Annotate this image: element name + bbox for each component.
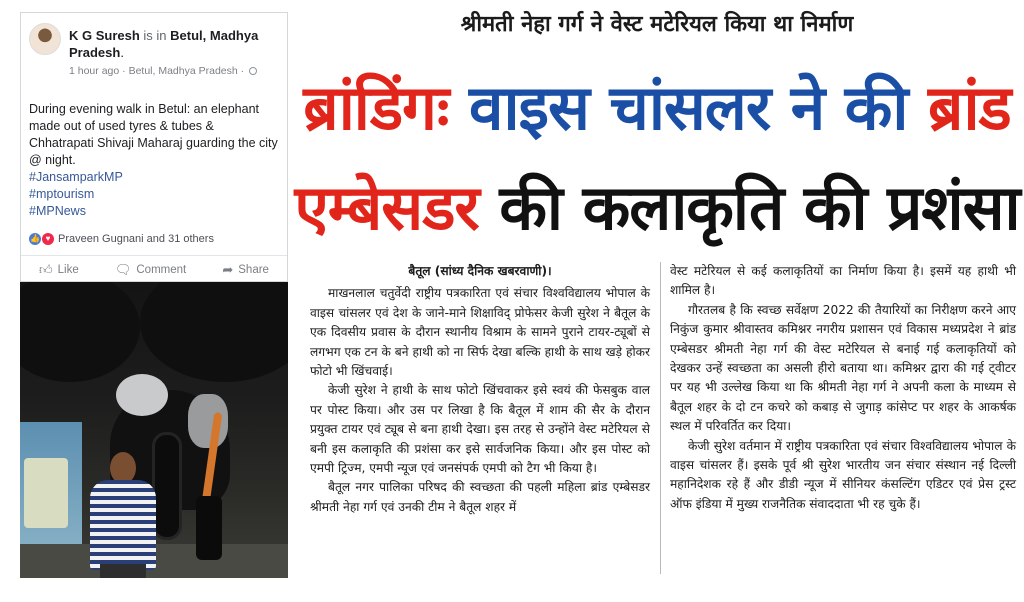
- love-reaction-icon: ♥: [42, 233, 54, 245]
- article-column-1: [310, 262, 650, 517]
- is-in-text: is in: [143, 28, 167, 43]
- location-title[interactable]: Betul, Madhya Pradesh: [69, 28, 259, 60]
- column-divider: [660, 262, 661, 574]
- post-time[interactable]: 1 hour ago: [69, 65, 120, 77]
- like-reaction-icon: 👍: [30, 234, 40, 243]
- post-text: During evening walk in Betul: an elephant made out of used tyres & tubes & Chhatrapati Shivaji Maharaj guarding the city @ night.: [29, 102, 278, 167]
- facebook-post-card: [20, 12, 288, 282]
- headline-line-2: [290, 168, 1024, 248]
- article-kicker: श्रीमती नेहा गर्ग ने वेस्ट मटेरियल किया था निर्माण: [460, 12, 854, 37]
- article-paragraph: केजी सुरेश ने हाथी के साथ फोटो खिंचवाकर इसे स्वयं की फेसबुक वाल पर पोस्ट किया। और उस पर लिखा है कि बैतूल में शाम की सैर के दौरान प्रयुक्त टायर एवं ट्यूब से बना हाथी देखा। इस तरह से उन्होंने वेस्ट मटेरियल से बनी इस कलाकृति की प्रशंसा कर इसे सार्वजनिक किया। और इस पोस्ट को एमपी ट्रिज्म, एमपी न्यूज एवं जनसंपर्क एमपी को टैग भी किया है।: [310, 383, 650, 476]
- article-paragraph: बैतूल नगर पालिका परिषद की स्वच्छता की पहली महिला ब्रांड एम्बेसडर श्रीमती नेहा गर्ग एवं उनकी टीम ने बैतूल शहर में: [310, 480, 650, 514]
- avatar[interactable]: [29, 23, 61, 55]
- comment-button[interactable]: [115, 262, 186, 278]
- wall-painting: [24, 458, 68, 528]
- meta-separator: ·: [122, 65, 126, 77]
- tyre-elephant-trunk: [152, 432, 182, 540]
- thumb-icon: 👍︎: [39, 261, 53, 277]
- hashtag-mptourism[interactable]: #mptourism: [29, 187, 95, 201]
- article-paragraph: केजी सुरेश वर्तमान में राष्ट्रीय पत्रकारिता एवं संचार विश्वविद्यालय भोपाल के वाइस चांसलर हैं। इसके पूर्व श्री सुरेश भारतीय जन संचार संस्थान नई दिल्ली महानिदेशक रहे हैं और डीडी न्यूज में सीनियर कंसल्टिंग एडिटर एवं प्रेस ट्रस्ट ऑफ इंडिया में मुख्य राजनैतिक संवाददाता भी रह चुके हैं।: [670, 438, 1016, 511]
- dateline: बैतूल (सांध्य दैनिक खबरवाणी)।: [408, 264, 552, 278]
- reactions-summary[interactable]: [29, 233, 214, 245]
- headline-branding: ब्रांडिंगः: [303, 71, 469, 144]
- post-meta: [69, 65, 257, 77]
- headline-brand: ब्रांड: [928, 71, 1011, 144]
- headline-line-1: [290, 70, 1024, 146]
- like-button[interactable]: [39, 262, 79, 278]
- headline-vice-chancellor: वाइस चांसलर ने की: [469, 71, 929, 144]
- elephant-leg: [196, 496, 222, 560]
- post-actions-bar: [21, 255, 287, 283]
- post-header: [29, 21, 281, 75]
- share-icon: ➦: [222, 261, 234, 277]
- article-paragraph: वेस्ट मटेरियल से कई कलाकृतियों का निर्माण किया है। इसमें यह हाथी भी शामिल है।: [670, 264, 1016, 298]
- post-author-line: [69, 27, 281, 61]
- post-body: [29, 101, 281, 220]
- share-label: Share: [238, 263, 269, 276]
- post-location-meta: Betul, Madhya Pradesh: [128, 65, 238, 77]
- reactions-text: Praveen Gugnani and 31 others: [58, 233, 214, 245]
- location-suffix: .: [120, 45, 124, 60]
- article-paragraph: गौरतलब है कि स्वच्छ सर्वेक्षण 2022 की तैयारियों का निरीक्षण करने आए निकुंज कुमार श्रीवास्तव कमिश्नर नगरीय प्रशासन एवं विकास मध्यप्रदेश ने ब्रांड एम्बेसडर श्रीमती नेहा गर्ग की वेस्ट मटेरियल से बनाई गई कलाकृतियों को देखकर उन्हें स्वच्छता का असली हीरो बताया था। कमिश्नर द्वारा की गई ट्वीटर पर यह भी उल्लेख किया था कि श्रीमती नेहा गर्ग ने अपनी कला के माध्यम से बैतूल शहर के दो टन कचरे को कबाड़ से जुगाड़ कांसेप्ट पर शहर के आकर्षक स्थल में परिवर्तित कर दिया।: [670, 302, 1016, 434]
- tyre-elephant-head: [116, 374, 168, 416]
- article-paragraph: माखनलाल चतुर्वेदी राष्ट्रीय पत्रकारिता एवं संचार विश्वविद्यालय भोपाल के वाइस चांसलर एवं देश के जाने-माने शिक्षाविद् प्रोफेसर केजी सुरेश ने बैतूल के एक दिवसीय प्रवास के दौरान स्थानीय विश्राम के सामने पुराने टायर-ट्यूबों से लगभग एक टन के बने हाथी को ना सिर्फ देखा बल्कि हाथी के साथ खड़े होकर फोटो भी खिंचवाई।: [310, 286, 650, 379]
- headline-praise: की कलाकृति की प्रशंसा: [499, 171, 1020, 244]
- like-label: Like: [57, 263, 79, 276]
- man-striped-shirt: [90, 480, 156, 570]
- tree-silhouette-2: [140, 282, 288, 382]
- meta-separator-2: ·: [240, 65, 245, 77]
- globe-icon: [249, 67, 257, 75]
- tree-silhouette: [20, 282, 140, 382]
- share-button[interactable]: [222, 262, 269, 278]
- comment-icon: 🗨︎: [114, 261, 132, 277]
- man-legs: [100, 564, 146, 578]
- headline-ambassador: एम्बेसडर: [294, 171, 500, 244]
- elephant-photo: [20, 282, 288, 578]
- newspaper-article: [290, 0, 1024, 602]
- author-name[interactable]: K G Suresh: [69, 28, 140, 43]
- tyre-elephant-ear: [188, 394, 228, 448]
- article-column-2: [670, 262, 1016, 514]
- comment-label: Comment: [136, 263, 187, 276]
- hashtag-mpnews[interactable]: #MPNews: [29, 204, 86, 218]
- hashtag-jansamparkmp[interactable]: #JansamparkMP: [29, 170, 123, 184]
